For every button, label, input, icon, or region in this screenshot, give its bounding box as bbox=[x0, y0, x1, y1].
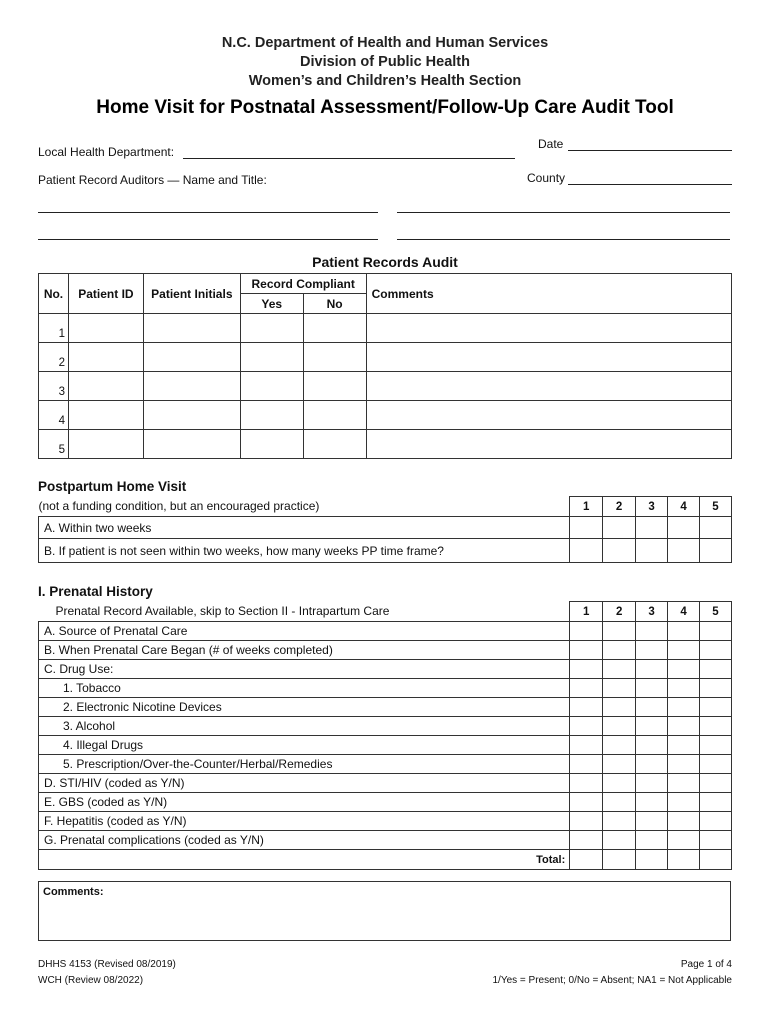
score-cell[interactable] bbox=[700, 717, 732, 736]
score-cell[interactable] bbox=[603, 793, 636, 812]
score-cell[interactable] bbox=[700, 641, 732, 660]
score-cell[interactable] bbox=[603, 539, 636, 563]
table-row bbox=[39, 793, 732, 812]
score-cell[interactable] bbox=[668, 622, 700, 641]
initials-cell[interactable] bbox=[143, 343, 240, 372]
comments-label: Comments: bbox=[43, 886, 104, 898]
score-cell[interactable] bbox=[603, 517, 636, 539]
col-header-5: 5 bbox=[700, 602, 732, 622]
score-cell[interactable] bbox=[700, 812, 732, 831]
auditor-field-4[interactable] bbox=[397, 239, 730, 240]
score-cell[interactable] bbox=[603, 774, 636, 793]
yes-cell[interactable] bbox=[240, 372, 303, 401]
prenatal-title: I. Prenatal History bbox=[38, 584, 153, 599]
col-header-4: 4 bbox=[668, 497, 700, 517]
no-cell[interactable] bbox=[303, 430, 366, 459]
score-cell[interactable] bbox=[570, 736, 603, 755]
table-row bbox=[39, 774, 732, 793]
total-cell[interactable] bbox=[570, 850, 603, 870]
score-cell[interactable] bbox=[570, 831, 603, 850]
table-row bbox=[39, 517, 732, 539]
score-cell[interactable] bbox=[603, 641, 636, 660]
col-header-compliant: Record Compliant bbox=[240, 274, 366, 294]
score-cell[interactable] bbox=[668, 736, 700, 755]
score-cell[interactable] bbox=[570, 517, 603, 539]
score-cell[interactable] bbox=[668, 698, 700, 717]
prenatal-item: 1. Tobacco bbox=[39, 679, 570, 698]
table-row bbox=[39, 812, 732, 831]
col-header-no-answer: No bbox=[303, 294, 366, 314]
total-cell[interactable] bbox=[700, 850, 732, 870]
col-header-5: 5 bbox=[700, 497, 732, 517]
score-cell[interactable] bbox=[603, 717, 636, 736]
score-cell[interactable] bbox=[603, 698, 636, 717]
table-row bbox=[39, 736, 732, 755]
col-header-patient-id: Patient ID bbox=[68, 274, 143, 314]
legend: 1/Yes = Present; 0/No = Absent; NA1 = Not Applicable bbox=[492, 975, 732, 986]
auditor-field-3[interactable] bbox=[38, 239, 378, 240]
row-number: 4 bbox=[39, 401, 69, 430]
score-cell[interactable] bbox=[603, 622, 636, 641]
score-cell[interactable] bbox=[570, 755, 603, 774]
lhd-field[interactable] bbox=[183, 158, 515, 159]
score-cell[interactable] bbox=[603, 679, 636, 698]
score-cell[interactable] bbox=[636, 774, 668, 793]
col-header-2: 2 bbox=[603, 497, 636, 517]
prenatal-item: C. Drug Use: bbox=[39, 660, 570, 679]
auditor-field-1[interactable] bbox=[38, 212, 378, 213]
review-date: WCH (Review 08/2022) bbox=[38, 975, 144, 986]
score-cell[interactable] bbox=[668, 717, 700, 736]
score-cell[interactable] bbox=[636, 717, 668, 736]
score-cell[interactable] bbox=[668, 517, 700, 539]
prenatal-item: F. Hepatitis (coded as Y/N) bbox=[39, 812, 570, 831]
auditor-field-2[interactable] bbox=[397, 212, 730, 213]
score-cell[interactable] bbox=[570, 698, 603, 717]
comments-cell[interactable] bbox=[366, 401, 731, 430]
score-cell[interactable] bbox=[700, 539, 732, 563]
table-row bbox=[39, 717, 732, 736]
score-cell[interactable] bbox=[636, 641, 668, 660]
postpartum-item: A. Within two weeks bbox=[39, 517, 570, 539]
row-number: 3 bbox=[39, 372, 69, 401]
table-row bbox=[39, 343, 732, 372]
score-cell[interactable] bbox=[603, 831, 636, 850]
header-department: N.C. Department of Health and Human Services bbox=[221, 35, 549, 51]
comments-cell[interactable] bbox=[366, 343, 731, 372]
prenatal-item: E. GBS (coded as Y/N) bbox=[39, 793, 570, 812]
score-cell[interactable] bbox=[700, 698, 732, 717]
initials-cell[interactable] bbox=[143, 372, 240, 401]
col-header-4: 4 bbox=[668, 602, 700, 622]
county-field[interactable] bbox=[568, 184, 732, 185]
score-cell[interactable] bbox=[668, 660, 700, 679]
score-cell[interactable] bbox=[603, 736, 636, 755]
table-row bbox=[39, 372, 732, 401]
score-cell[interactable] bbox=[636, 679, 668, 698]
prenatal-item: 5. Prescription/Over-the-Counter/Herbal/Remedies bbox=[39, 755, 570, 774]
table-row bbox=[39, 831, 732, 850]
table-row bbox=[39, 660, 732, 679]
yes-cell[interactable] bbox=[240, 314, 303, 343]
postpartum-table bbox=[38, 496, 732, 563]
postpartum-item: B. If patient is not seen within two weeks, how many weeks PP time frame? bbox=[39, 539, 570, 563]
score-cell[interactable] bbox=[570, 660, 603, 679]
col-header-yes: Yes bbox=[240, 294, 303, 314]
prenatal-item: 3. Alcohol bbox=[39, 717, 570, 736]
score-cell[interactable] bbox=[636, 755, 668, 774]
header-division: Division of Public Health bbox=[300, 54, 470, 70]
col-header-comments: Comments bbox=[366, 274, 731, 314]
col-header-initials: Patient Initials bbox=[143, 274, 240, 314]
score-cell[interactable] bbox=[700, 679, 732, 698]
prenatal-table bbox=[38, 601, 732, 870]
score-cell[interactable] bbox=[668, 793, 700, 812]
score-cell[interactable] bbox=[570, 774, 603, 793]
score-cell[interactable] bbox=[700, 774, 732, 793]
yes-cell[interactable] bbox=[240, 343, 303, 372]
initials-cell[interactable] bbox=[143, 314, 240, 343]
initials-cell[interactable] bbox=[143, 401, 240, 430]
page-title: Home Visit for Postnatal Assessment/Follow-Up Care Audit Tool bbox=[96, 97, 674, 118]
score-cell[interactable] bbox=[636, 660, 668, 679]
records-audit-title: Patient Records Audit bbox=[312, 254, 458, 270]
score-cell[interactable] bbox=[668, 812, 700, 831]
prenatal-item: 4. Illegal Drugs bbox=[39, 736, 570, 755]
no-cell[interactable] bbox=[303, 314, 366, 343]
auditors-label: Patient Record Auditors — Name and Title: bbox=[38, 173, 267, 187]
no-cell[interactable] bbox=[303, 343, 366, 372]
total-row bbox=[39, 850, 732, 870]
prenatal-item: B. When Prenatal Care Began (# of weeks completed) bbox=[39, 641, 570, 660]
score-cell[interactable] bbox=[636, 831, 668, 850]
table-row bbox=[39, 401, 732, 430]
comments-box[interactable] bbox=[38, 881, 731, 941]
score-cell[interactable] bbox=[603, 755, 636, 774]
total-label: Total: bbox=[39, 850, 570, 870]
score-cell[interactable] bbox=[700, 517, 732, 539]
score-cell[interactable] bbox=[570, 622, 603, 641]
header-section: Women’s and Children’s Health Section bbox=[248, 73, 522, 89]
comments-cell[interactable] bbox=[366, 372, 731, 401]
date-label: Date bbox=[538, 137, 564, 151]
page-number: Page 1 of 4 bbox=[680, 959, 732, 970]
patient-id-cell[interactable] bbox=[68, 372, 143, 401]
comments-cell[interactable] bbox=[366, 430, 731, 459]
score-cell[interactable] bbox=[636, 622, 668, 641]
postpartum-title: Postpartum Home Visit bbox=[38, 479, 187, 494]
col-header-3: 3 bbox=[636, 497, 668, 517]
score-cell[interactable] bbox=[668, 774, 700, 793]
table-row bbox=[39, 622, 732, 641]
score-cell[interactable] bbox=[636, 517, 668, 539]
patient-id-cell[interactable] bbox=[68, 314, 143, 343]
score-cell[interactable] bbox=[570, 812, 603, 831]
prenatal-subtitle: Prenatal Record Available, skip to Section II - Intrapartum Care bbox=[39, 602, 570, 622]
score-cell[interactable] bbox=[700, 622, 732, 641]
total-cell[interactable] bbox=[668, 850, 700, 870]
score-cell[interactable] bbox=[636, 539, 668, 563]
prenatal-item: D. STI/HIV (coded as Y/N) bbox=[39, 774, 570, 793]
prenatal-item: 2. Electronic Nicotine Devices bbox=[39, 698, 570, 717]
score-cell[interactable] bbox=[700, 736, 732, 755]
score-cell[interactable] bbox=[668, 679, 700, 698]
form-number: DHHS 4153 (Revised 08/2019) bbox=[38, 959, 176, 970]
initials-cell[interactable] bbox=[143, 430, 240, 459]
table-row bbox=[39, 430, 732, 459]
score-cell[interactable] bbox=[636, 698, 668, 717]
score-cell[interactable] bbox=[603, 812, 636, 831]
date-field[interactable] bbox=[568, 150, 732, 151]
score-cell[interactable] bbox=[570, 717, 603, 736]
records-audit-table bbox=[38, 273, 732, 459]
score-cell[interactable] bbox=[700, 831, 732, 850]
table-row bbox=[39, 641, 732, 660]
prenatal-item: G. Prenatal complications (coded as Y/N) bbox=[39, 831, 570, 850]
score-cell[interactable] bbox=[668, 641, 700, 660]
table-row bbox=[39, 539, 732, 563]
yes-cell[interactable] bbox=[240, 401, 303, 430]
score-cell[interactable] bbox=[570, 539, 603, 563]
score-cell[interactable] bbox=[636, 736, 668, 755]
county-label: County bbox=[527, 171, 566, 185]
score-cell[interactable] bbox=[700, 793, 732, 812]
row-number: 5 bbox=[39, 430, 69, 459]
col-header-2: 2 bbox=[603, 602, 636, 622]
table-row bbox=[39, 314, 732, 343]
postpartum-subtitle: (not a funding condition, but an encouraged practice) bbox=[39, 497, 570, 517]
score-cell[interactable] bbox=[636, 812, 668, 831]
lhd-label: Local Health Department: bbox=[38, 145, 175, 159]
col-header-1: 1 bbox=[570, 497, 603, 517]
score-cell[interactable] bbox=[603, 660, 636, 679]
patient-id-cell[interactable] bbox=[68, 430, 143, 459]
patient-id-cell[interactable] bbox=[68, 401, 143, 430]
total-cell[interactable] bbox=[603, 850, 636, 870]
row-number: 2 bbox=[39, 343, 69, 372]
col-header-no: No. bbox=[39, 274, 69, 314]
comments-cell[interactable] bbox=[366, 314, 731, 343]
patient-id-cell[interactable] bbox=[68, 343, 143, 372]
yes-cell[interactable] bbox=[240, 430, 303, 459]
score-cell[interactable] bbox=[700, 660, 732, 679]
no-cell[interactable] bbox=[303, 401, 366, 430]
col-header-3: 3 bbox=[636, 602, 668, 622]
row-number: 1 bbox=[39, 314, 69, 343]
no-cell[interactable] bbox=[303, 372, 366, 401]
score-cell[interactable] bbox=[570, 793, 603, 812]
table-row bbox=[39, 755, 732, 774]
score-cell[interactable] bbox=[570, 641, 603, 660]
score-cell[interactable] bbox=[636, 793, 668, 812]
score-cell[interactable] bbox=[668, 755, 700, 774]
table-row bbox=[39, 698, 732, 717]
table-row bbox=[39, 679, 732, 698]
score-cell[interactable] bbox=[668, 539, 700, 563]
score-cell[interactable] bbox=[700, 755, 732, 774]
prenatal-item: A. Source of Prenatal Care bbox=[39, 622, 570, 641]
col-header-1: 1 bbox=[570, 602, 603, 622]
score-cell[interactable] bbox=[668, 831, 700, 850]
score-cell[interactable] bbox=[570, 679, 603, 698]
total-cell[interactable] bbox=[636, 850, 668, 870]
